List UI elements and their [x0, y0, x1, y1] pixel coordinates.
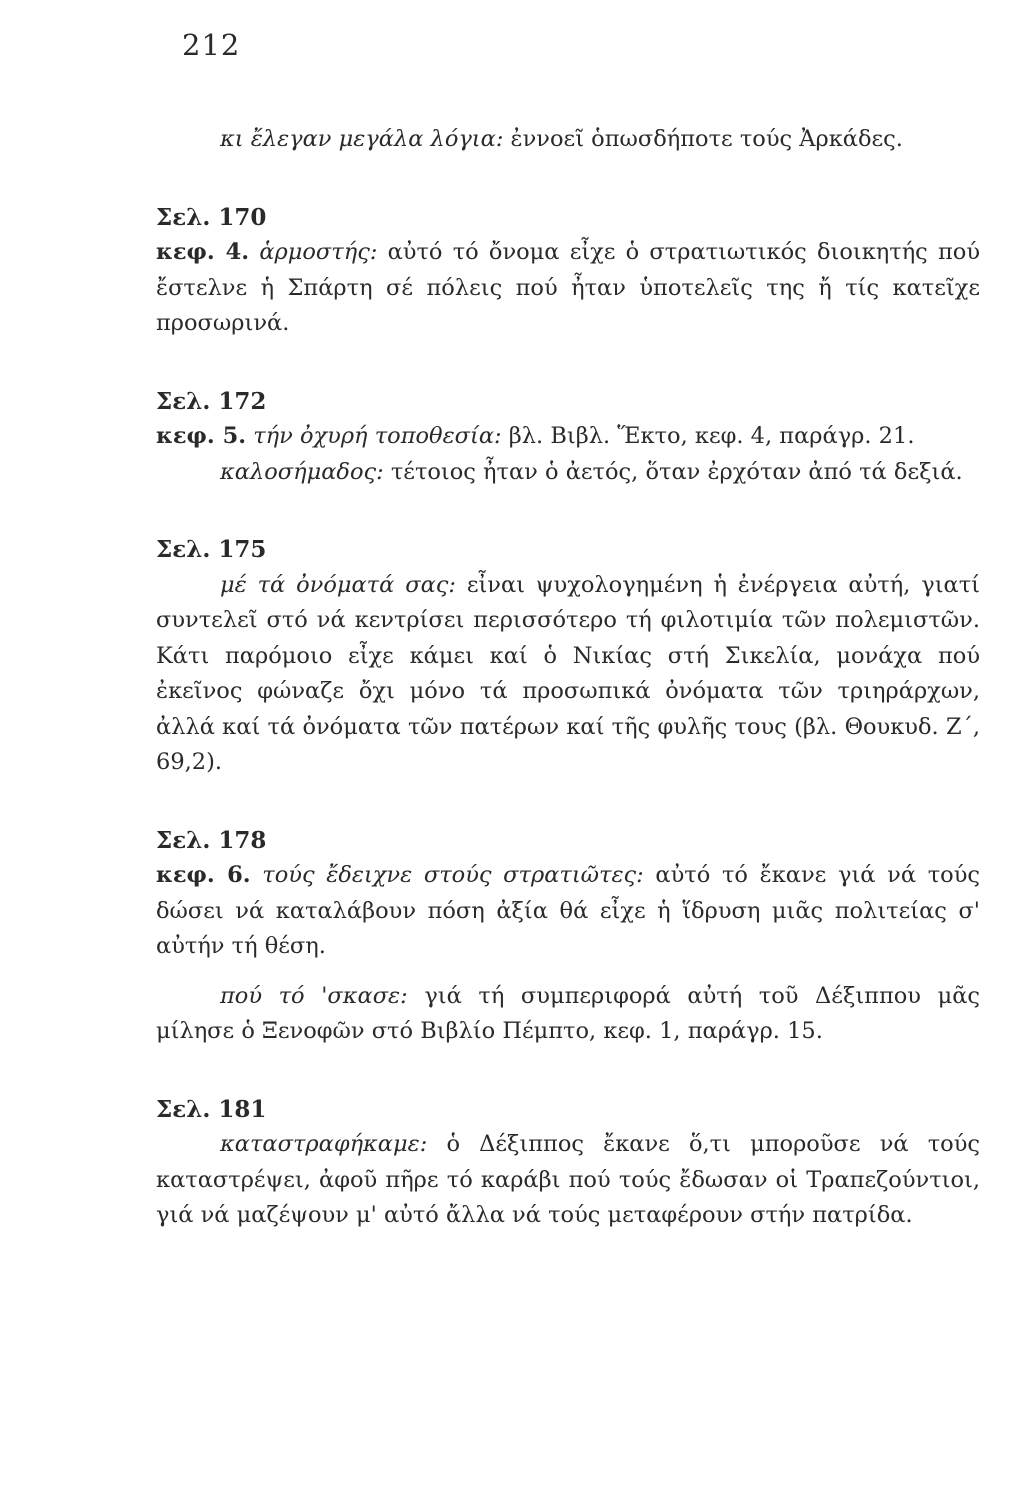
note — [156, 1127, 980, 1234]
note — [156, 568, 980, 781]
section-heading: Σελ. 178 — [156, 826, 267, 854]
note — [156, 235, 980, 342]
section-170 — [156, 200, 980, 342]
page-number: 212 — [182, 28, 241, 62]
section-heading: Σελ. 175 — [156, 536, 267, 563]
notes-body — [156, 122, 980, 1234]
note-text: βλ. Βιβλ. Ἕκτο, κεφ. 4, παράγρ. 21. — [501, 423, 915, 449]
note-text: αὐτό τό ἔκανε γιά νά τούς δώσει νά καταλάβουν πόση ἀξία θά εἶχε ἡ ἵδρυση μιᾶς πολιτείας σ' αὐτήν τή θέση. — [156, 862, 981, 959]
note-lemma: τήν ὀχυρή τοποθεσία: — [253, 423, 502, 449]
note — [156, 455, 980, 491]
note-lemma: καλοσήμαδος: — [220, 458, 384, 485]
intro-note — [156, 122, 980, 158]
note-lemma: τούς ἔδειχνε στούς στρατιῶτες: — [262, 862, 644, 888]
section-178 — [156, 823, 980, 1050]
section-heading: Σελ. 170 — [156, 203, 267, 231]
note-text: αὐτό τό ὄνομα εἶχε ὁ στρατιωτικός διοικητής πού ἔστελνε ἡ Σπάρτη σέ πόλεις πού ἦταν ὑποτελεῖς της ἤ τίς κατεῖχε προσωρινά. — [156, 239, 981, 336]
section-heading: Σελ. 181 — [156, 1095, 267, 1123]
section-172 — [156, 384, 980, 491]
note-lemma: ἁρμοστής: — [259, 239, 378, 265]
note-lemma: κι ἔλεγαν μεγάλα λόγια: — [220, 126, 504, 152]
note-text: τέτοιος ἦταν ὁ ἀετός, ὅταν ἐρχόταν ἀπό τά δεξιά. — [383, 458, 963, 485]
note — [156, 858, 980, 965]
section-175 — [156, 532, 980, 781]
note — [156, 979, 980, 1050]
note-text: ὁ Δέξιππος ἔκανε ὅ,τι μποροῦσε νά τούς καταστρέψει, ἀφοῦ πῆρε τό καράβι πού τούς ἔδωσαν οἱ Τραπεζούντιοι, γιά νά μαζέψουν μ' αὐτό ἄλλα νά τούς μεταφέρουν στήν πατρίδα. — [156, 1131, 980, 1228]
section-heading: Σελ. 172 — [156, 387, 267, 415]
note-lemma: καταστραφήκαμε: — [220, 1131, 428, 1157]
note-lemma: πού τό 'σκασε: — [220, 982, 408, 1009]
chapter-ref: κεφ. 5. — [156, 423, 247, 449]
note — [156, 419, 980, 455]
section-181 — [156, 1092, 980, 1234]
chapter-ref: κεφ. 6. — [156, 862, 251, 888]
note-text: ἐννοεῖ ὁπωσδήποτε τούς Ἀρκάδες. — [503, 126, 903, 152]
note-lemma: μέ τά ὀνόματά σας: — [220, 571, 456, 598]
note-text: γιά τή συμπεριφορά αὐτή τοῦ Δέξιππου μᾶς μίλησε ὁ Ξενοφῶν στό Βιβλίο Πέμπτο, κεφ. 1, παράγρ. 15. — [156, 982, 980, 1044]
chapter-ref: κεφ. 4. — [156, 239, 250, 265]
note-text: εἶναι ψυχολογημένη ἡ ἐνέργεια αὐτή, γιατί συντελεῖ στό νά κεντρίσει περισσότερο τή φιλοτιμία τῶν πολεμιστῶν. Κάτι παρόμοιο εἶχε κάμει καί ὁ Νικίας στή Σικελία, μονάχα πού ἐκεῖνος φώναζε ὄχι μόνο τά προσωπικά ὀνόματα τῶν τριηράρχων, ἀλλά καί τά ὀνόματα τῶν πατέρων καί τῆς φυλῆς τους (βλ. Θουκυδ. Ζ΄, 69,2). — [156, 571, 980, 775]
